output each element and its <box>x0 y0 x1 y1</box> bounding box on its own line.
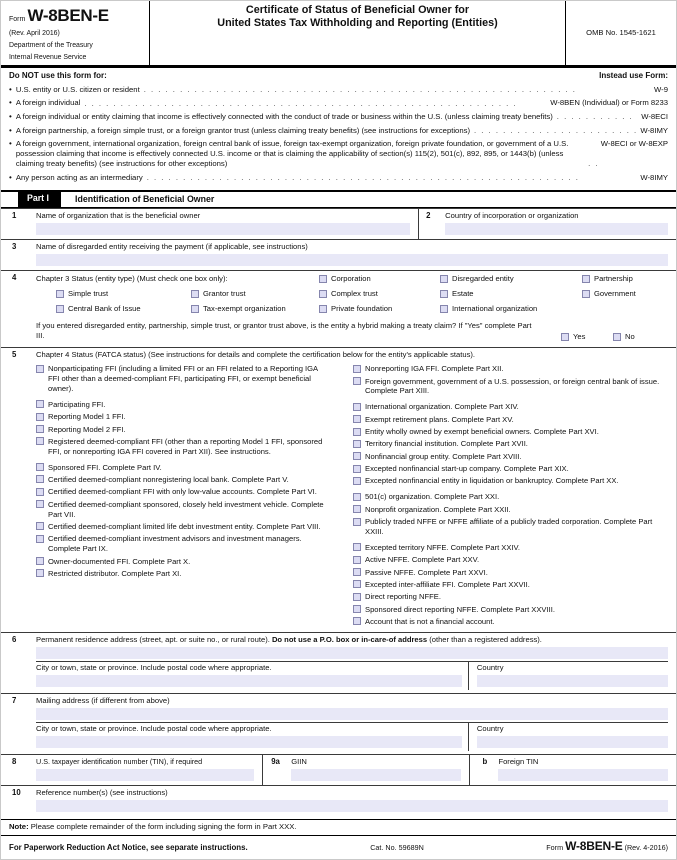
fatca-option-label: Passive NFFE. Complete Part XXVI. <box>365 567 488 577</box>
line6-country-cell <box>469 662 668 690</box>
line8-9-row <box>1 754 676 785</box>
line9a-cell <box>262 755 469 785</box>
fatca-option[interactable] <box>353 617 668 627</box>
chapter3-option-disregarded-entity[interactable]: Disregarded entity <box>440 274 514 284</box>
fatca-option[interactable] <box>36 522 326 532</box>
us-tin-input[interactable] <box>36 769 254 781</box>
fatca-option-label: Entity wholly owned by exempt beneficial owners. Complete Part XVI. <box>365 427 599 437</box>
chapter3-option-government[interactable]: Government <box>582 289 636 299</box>
part1-title: Identification of Beneficial Owner <box>75 193 215 204</box>
checkbox-icon[interactable] <box>191 290 199 298</box>
checkbox-icon[interactable] <box>319 305 327 313</box>
line2-label: Country of incorporation or organization <box>445 210 579 220</box>
line-number: 5 <box>12 349 17 359</box>
fatca-option[interactable] <box>36 534 326 554</box>
fatca-option[interactable] <box>353 568 668 578</box>
checkbox-icon[interactable] <box>36 522 44 530</box>
city-label: City or town, state or province. Include postal code where appropriate. <box>36 663 272 673</box>
fatca-option[interactable] <box>36 569 326 579</box>
fatca-option[interactable] <box>36 557 326 567</box>
country-incorporation-input[interactable] <box>445 223 668 235</box>
fatca-option[interactable] <box>353 580 668 590</box>
fatca-option-label: Reporting Model 1 FFI. <box>48 412 126 422</box>
part1-badge: Part I <box>18 192 61 207</box>
do-not-use-text: • Any person acting as an intermediary <box>15 172 143 182</box>
giin-input[interactable] <box>291 769 461 781</box>
line7-row <box>1 693 676 754</box>
line1-label: Name of organization that is the beneficial owner <box>36 210 201 220</box>
fatca-option-label: Certified deemed-compliant FFI with only low-value accounts. Complete Part VI. <box>48 487 317 497</box>
checkbox-icon[interactable] <box>36 569 44 577</box>
fatca-option[interactable] <box>353 605 668 615</box>
chapter3-option-simple-trust[interactable]: Simple trust <box>56 289 108 299</box>
checkbox-icon[interactable] <box>353 518 361 526</box>
fatca-option-label: Excepted inter-affiliate FFI. Complete Part XXVII. <box>365 579 530 589</box>
footer-form-word: Form <box>546 843 564 853</box>
form-number: W-8BEN-E <box>27 6 109 25</box>
do-not-use-heading: Do NOT use this form for: <box>9 71 107 81</box>
form-title-line2: United States Tax Withholding and Reporting (Entities) <box>217 16 498 29</box>
line4-label: Chapter 3 Status (entity type) (Must check one box only): <box>36 273 228 283</box>
do-not-use-text: • A foreign government, international organization, foreign central bank of issue, foreign tax-exempt organization, foreign private foundation, or government of a U.S. possession claiming that income is effectively connected U.S. income or that is claiming the applicability of section(s) 115(2), 501(c), 892, 895, or 1443(b) (unless claiming treaty benefits) (see instructions for other exceptions) <box>15 139 569 169</box>
fatca-option[interactable] <box>353 492 668 502</box>
chapter3-option-estate[interactable]: Estate <box>440 289 474 299</box>
checkbox-icon[interactable] <box>353 505 361 513</box>
org-name-input[interactable] <box>36 223 410 235</box>
fatca-option[interactable] <box>353 377 668 397</box>
form-footer <box>1 835 676 859</box>
checkbox-icon[interactable] <box>56 305 64 313</box>
fatca-option-label: Foreign government, government of a U.S. possession, or foreign central bank of issue. Complete Part XIII. <box>365 376 660 396</box>
checkbox-icon[interactable] <box>353 415 361 423</box>
note-label: Note: <box>9 822 29 832</box>
line-number: b <box>482 757 488 767</box>
dot-leader <box>557 112 637 122</box>
fatca-option[interactable] <box>353 415 668 425</box>
line1-cell <box>1 209 418 239</box>
instead-use-heading: Instead use Form: <box>599 71 668 81</box>
checkbox-icon[interactable] <box>353 452 361 460</box>
line-number: 3 <box>12 241 17 251</box>
checkbox-icon[interactable] <box>440 290 448 298</box>
fatca-option[interactable] <box>353 476 668 486</box>
line7-label: Mailing address (if different from above) <box>36 696 170 706</box>
paperwork-notice: For Paperwork Reduction Act Notice, see separate instructions. <box>9 843 248 853</box>
country-label: Country <box>476 724 504 734</box>
dot-leader <box>84 99 546 109</box>
checkbox-icon[interactable] <box>440 305 448 313</box>
fatca-option[interactable] <box>36 500 326 520</box>
note-text: Please complete remainder of the form including signing the form in Part XXX. <box>30 822 297 832</box>
do-not-use-row <box>9 139 668 169</box>
fatca-option[interactable] <box>353 555 668 565</box>
checkbox-icon[interactable] <box>191 305 199 313</box>
checkbox-icon[interactable] <box>56 290 64 298</box>
hybrid-no-checkbox[interactable]: No <box>613 332 635 342</box>
checkbox-icon[interactable] <box>353 556 361 564</box>
line5-row <box>1 347 676 633</box>
do-not-use-row <box>9 98 668 109</box>
checkbox-icon[interactable] <box>353 568 361 576</box>
checkbox-icon[interactable] <box>36 425 44 433</box>
line4-row <box>1 270 676 347</box>
chapter3-option-central-bank[interactable]: Central Bank of Issue <box>56 304 141 314</box>
line2-cell <box>418 209 676 239</box>
fatca-option-label: Registered deemed-compliant FFI (other than a reporting Model 1 FFI, sponsored FFI, or nonreporting IGA FFI covered in Part XII). See instructions. <box>48 436 323 456</box>
foreign-tin-input[interactable] <box>498 769 668 781</box>
fatca-option-label: Nonprofit organization. Complete Part XXII. <box>365 504 511 514</box>
hybrid-question-text: If you entered disregarded entity, partnership, simple trust, or grantor trust above, is the entity a hybrid making a treaty claim? If "Yes" complete Part III. <box>36 320 532 340</box>
checkbox-icon[interactable] <box>440 275 448 283</box>
fatca-option-label: Nonreporting IGA FFI. Complete Part XII. <box>365 364 504 374</box>
line6-label-post: (other than a registered address). <box>427 635 542 645</box>
fatca-option-label: Certified deemed-compliant sponsored, closely held investment vehicle. Complete Part VII. <box>48 499 324 519</box>
fatca-option[interactable] <box>36 437 326 457</box>
dot-leader <box>147 173 637 183</box>
fatca-option-label: Territory financial institution. Complete Part XVII. <box>365 439 528 449</box>
note-row <box>1 819 676 835</box>
hybrid-question-block <box>36 321 668 344</box>
fatca-option[interactable] <box>353 364 668 374</box>
do-not-use-text: • A foreign individual <box>15 98 81 108</box>
line8-label: U.S. taxpayer identification number (TIN), if required <box>36 757 203 767</box>
checkbox-icon[interactable] <box>36 500 44 508</box>
chapter3-option-complex-trust[interactable]: Complex trust <box>319 289 378 299</box>
line-number: 4 <box>12 272 17 282</box>
checkbox-icon[interactable] <box>353 605 361 613</box>
fatca-option-label: Certified deemed-compliant investment advisors and investment managers. Complete Part IX. <box>48 534 302 554</box>
checkbox-icon[interactable] <box>353 477 361 485</box>
line6-row <box>1 632 676 693</box>
fatca-option-label: 501(c) organization. Complete Part XXI. <box>365 492 500 502</box>
mailing-country-input[interactable] <box>477 736 668 748</box>
catalog-number: Cat. No. 59689N <box>370 843 424 853</box>
agency-line-2: Internal Revenue Service <box>9 54 87 62</box>
dot-leader <box>588 159 597 169</box>
fatca-option-label: Certified deemed-compliant nonregistering local bank. Complete Part V. <box>48 474 289 484</box>
checkbox-icon[interactable] <box>36 535 44 543</box>
checkbox-icon[interactable] <box>353 403 361 411</box>
line-number: 8 <box>12 757 17 767</box>
instead-use-form: W-9 <box>654 84 668 94</box>
fatca-option[interactable] <box>36 487 326 497</box>
form-header <box>1 1 676 68</box>
checkbox-icon[interactable] <box>353 493 361 501</box>
disregarded-entity-input[interactable] <box>36 254 668 266</box>
fatca-option[interactable] <box>353 505 668 515</box>
do-not-use-text: • A foreign partnership, a foreign simple trust, or a foreign grantor trust (unless claiming treaty benefits) (see instructions for exceptions) <box>15 125 471 135</box>
form-title-block <box>149 1 566 65</box>
chapter3-option-partnership[interactable]: Partnership <box>582 274 633 284</box>
checkbox-icon[interactable] <box>353 617 361 625</box>
checkbox-icon[interactable] <box>353 428 361 436</box>
do-not-use-row <box>9 173 668 184</box>
fatca-option-label: Nonparticipating FFI (including a limited FFI or an FFI related to a Reporting IGA FFI other than a deemed-compliant FFI, participating FFI, or exempt beneficial owner). <box>48 364 318 393</box>
line6-city-cell <box>36 662 469 690</box>
mailing-city-input[interactable] <box>36 736 462 748</box>
chapter3-option-tax-exempt-org[interactable]: Tax-exempt organization <box>191 304 286 314</box>
fatca-option[interactable] <box>353 427 668 437</box>
checkbox-icon[interactable] <box>319 290 327 298</box>
checkbox-icon[interactable] <box>36 557 44 565</box>
fatca-option[interactable] <box>353 439 668 449</box>
checkbox-icon[interactable] <box>319 275 327 283</box>
checkbox-icon[interactable] <box>36 463 44 471</box>
fatca-option-label: Active NFFE. Complete Part XXV. <box>365 555 480 565</box>
checkbox-icon[interactable] <box>36 437 44 445</box>
fatca-option-label: Account that is not a financial account. <box>365 616 495 626</box>
checkbox-icon[interactable] <box>613 333 621 341</box>
fatca-option-label: Excepted nonfinancial start-up company. Complete Part XIX. <box>365 464 569 474</box>
fatca-right-column <box>336 362 668 630</box>
form-identity-block <box>1 1 149 65</box>
fatca-option[interactable] <box>353 464 668 474</box>
instead-use-form: W-8ECI <box>641 111 668 121</box>
fatca-option[interactable] <box>36 412 326 422</box>
checkbox-icon[interactable] <box>36 400 44 408</box>
do-not-use-row <box>9 112 668 123</box>
fatca-option-label: Sponsored direct reporting NFFE. Complete Part XXVIII. <box>365 604 555 614</box>
line-number: 1 <box>12 210 17 220</box>
line5-label: Chapter 4 Status (FATCA status) (See instructions for details and complete the certification below for the entity's applicable status). <box>36 349 476 359</box>
chapter3-option-grantor-trust[interactable]: Grantor trust <box>191 289 246 299</box>
do-not-use-section <box>1 68 676 190</box>
line6-label-bold: Do not use a P.O. box or in-care-of address <box>271 635 428 645</box>
checkbox-icon[interactable] <box>36 365 44 373</box>
fatca-option[interactable] <box>353 592 668 602</box>
checkbox-icon[interactable] <box>353 440 361 448</box>
fatca-option[interactable] <box>36 463 326 473</box>
part1-header <box>1 190 676 208</box>
line-number: 2 <box>426 210 431 220</box>
fatca-left-column <box>36 362 336 630</box>
fatca-option-label: Excepted territory NFFE. Complete Part XXIV. <box>365 542 521 552</box>
line10-row <box>1 785 676 816</box>
fatca-option-label: Sponsored FFI. Complete Part IV. <box>48 462 162 472</box>
fatca-option-label: International organization. Complete Part XIV. <box>365 402 519 412</box>
line3-row <box>1 239 676 270</box>
fatca-option[interactable] <box>36 475 326 485</box>
chapter3-option-international-org[interactable]: International organization <box>440 304 537 314</box>
reference-numbers-input[interactable] <box>36 800 668 812</box>
line7-country-cell <box>469 723 668 751</box>
fatca-option-label: Owner-documented FFI. Complete Part X. <box>48 556 191 566</box>
line-number: 6 <box>12 635 17 645</box>
form-title-line1: Certificate of Status of Beneficial Owner for <box>245 4 470 16</box>
checkbox-icon[interactable] <box>353 580 361 588</box>
line9a-label: GIIN <box>291 757 307 767</box>
country-label: Country <box>476 663 504 673</box>
fatca-option[interactable] <box>353 517 668 537</box>
fatca-option-label: Publicly traded NFFE or NFFE affiliate of a publicly traded corporation. Complete Part XXIII. <box>365 517 653 536</box>
instead-use-form: W-8IMY <box>640 125 668 135</box>
chapter3-option-private-foundation[interactable]: Private foundation <box>319 304 392 314</box>
checkbox-icon[interactable] <box>353 593 361 601</box>
agency-line-1: Department of the Treasury <box>9 42 93 50</box>
checkbox-icon[interactable] <box>36 488 44 496</box>
line8-cell <box>1 755 262 785</box>
line6-label-pre: Permanent residence address (street, apt. or suite no., or rural route). <box>36 635 272 645</box>
footer-form-id <box>546 839 668 855</box>
fatca-option[interactable] <box>36 364 326 394</box>
fatca-option[interactable] <box>36 400 326 410</box>
fatca-option-label: Direct reporting NFFE. <box>365 592 441 602</box>
fatca-option[interactable] <box>36 425 326 435</box>
fatca-option-label: Nonfinancial group entity. Complete Part XVIII. <box>365 451 522 461</box>
form-word: Form <box>9 16 26 23</box>
permanent-city-input[interactable] <box>36 675 462 687</box>
line1-2-row <box>1 208 676 239</box>
checkbox-icon[interactable] <box>353 377 361 385</box>
omb-number: OMB No. 1545-1621 <box>586 28 656 38</box>
fatca-option-label: Reporting Model 2 FFI. <box>48 424 126 434</box>
footer-revision: (Rev. 4-2016) <box>624 843 668 853</box>
do-not-use-row <box>9 85 668 96</box>
permanent-country-input[interactable] <box>477 675 668 687</box>
fatca-option[interactable] <box>353 402 668 412</box>
line10-label: Reference number(s) (see instructions) <box>36 788 168 798</box>
instead-use-form: W-8ECI or W-8EXP <box>600 139 668 149</box>
fatca-option[interactable] <box>353 452 668 462</box>
hybrid-yes-checkbox[interactable]: Yes <box>561 332 585 342</box>
fatca-option[interactable] <box>353 543 668 553</box>
line9b-cell <box>469 755 676 785</box>
line-number: 10 <box>12 788 21 798</box>
line-number: 7 <box>12 696 17 706</box>
city-label: City or town, state or province. Include postal code where appropriate. <box>36 724 272 734</box>
mailing-address-input[interactable] <box>36 708 668 720</box>
line6-label <box>36 635 668 645</box>
fatca-option-label: Excepted nonfinancial entity in liquidation or bankruptcy. Complete Part XX. <box>365 476 619 486</box>
instead-use-form: W-8IMY <box>640 172 668 182</box>
line-number: 9a <box>271 757 280 767</box>
checkbox-icon[interactable] <box>582 290 590 298</box>
instead-use-form: W-8BEN (Individual) or Form 8233 <box>550 98 668 108</box>
do-not-use-text: • U.S. entity or U.S. citizen or resident <box>15 84 140 94</box>
line9b-label: Foreign TIN <box>498 757 539 767</box>
do-not-use-text: • A foreign individual or entity claiming that income is effectively connected with the conduct of trade or business within the U.S. (unless claiming treaty benefits) <box>15 111 553 121</box>
form-revision: (Rev. April 2016) <box>9 30 60 38</box>
dot-leader <box>144 85 650 95</box>
do-not-use-row <box>9 126 668 137</box>
checkbox-icon[interactable] <box>582 275 590 283</box>
chapter3-option-corporation[interactable]: Corporation <box>319 274 371 284</box>
fatca-option-label: Exempt retirement plans. Complete Part XV. <box>365 414 514 424</box>
fatca-option-label: Certified deemed-compliant limited life debt investment entity. Complete Part VIII. <box>48 521 321 531</box>
line7-city-cell <box>36 723 469 751</box>
checkbox-icon[interactable] <box>561 333 569 341</box>
checkbox-icon[interactable] <box>36 413 44 421</box>
checkbox-icon[interactable] <box>353 365 361 373</box>
footer-form-number: W-8BEN-E <box>565 839 623 854</box>
checkbox-icon[interactable] <box>353 543 361 551</box>
checkbox-icon[interactable] <box>353 465 361 473</box>
permanent-address-input[interactable] <box>36 647 668 659</box>
checkbox-icon[interactable] <box>36 475 44 483</box>
fatca-option-label: Restricted distributor. Complete Part XI. <box>48 568 182 578</box>
dot-leader <box>474 126 636 136</box>
fatca-option-label: Participating FFI. <box>48 399 106 409</box>
do-not-use-rows <box>9 85 668 183</box>
line3-label: Name of disregarded entity receiving the payment (if applicable, see instructions) <box>36 241 308 251</box>
